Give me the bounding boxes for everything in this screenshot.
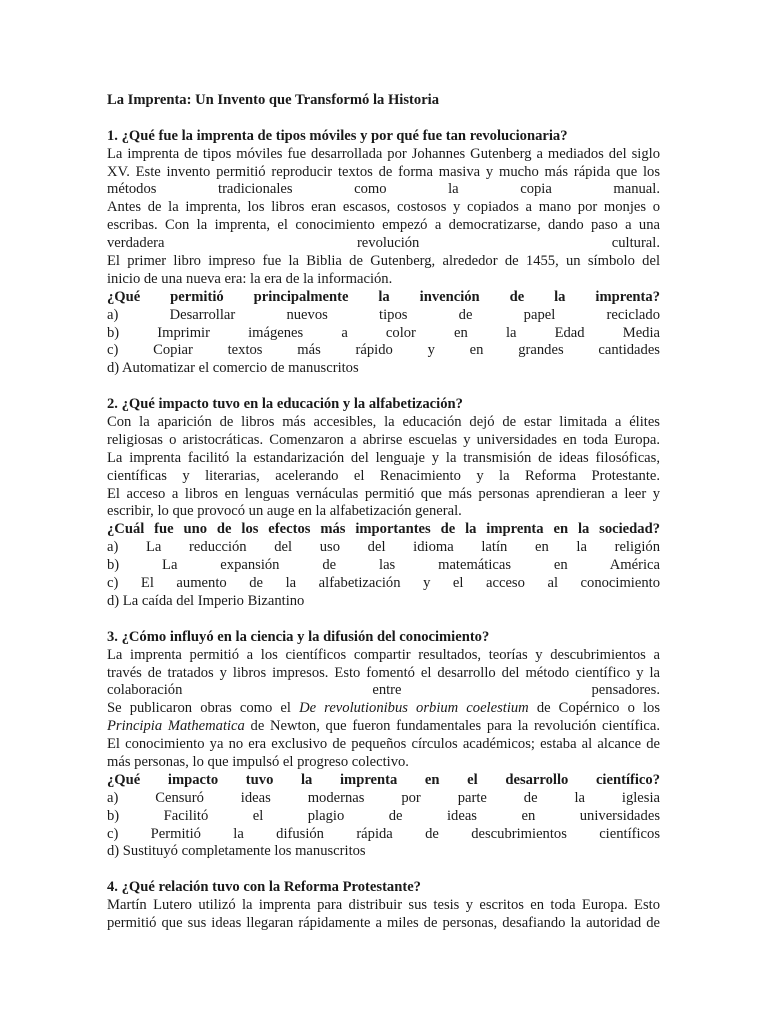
- paragraph-line: través de tratados y libros impresos. Esto fomentó el desarrollo del método científico y la: [107, 664, 660, 681]
- paragraph-line: XV. Este invento permitió reproducir textos de forma masiva y mucho más rápida que los: [107, 163, 660, 180]
- document-page: [107, 92, 660, 933]
- paragraph-line: Con la aparición de libros más accesibles, la educación dejó de estar limitada a élites: [107, 414, 660, 431]
- book-title-copernicus: De revolutionibus orbium coelestium: [299, 700, 529, 717]
- section-3-question: ¿Qué impacto tuvo la imprenta en el desarrollo científico?: [107, 771, 660, 788]
- paragraph-line: [107, 718, 660, 736]
- paragraph-line: La imprenta de tipos móviles fue desarrollada por Johannes Gutenberg a mediados del siglo: [107, 145, 660, 162]
- answer-option: a) La reducción del uso del idioma latín en la religión: [107, 539, 660, 556]
- paragraph-line: escribir, lo que provocó un auge en la alfabetización general.: [107, 503, 462, 520]
- answer-option: a) Desarrollar nuevos tipos de papel reciclado: [107, 306, 660, 323]
- paragraph-line: más personas, lo que impulsó el progreso colectivo.: [107, 753, 409, 770]
- section-4-heading: 4. ¿Qué relación tuvo con la Reforma Protestante?: [107, 879, 421, 896]
- paragraph-line: inicio de una nueva era: la era de la información.: [107, 270, 393, 287]
- paragraph-line: permitió que sus ideas llegaran rápidamente a miles de personas, desafiando la autoridad de: [107, 914, 660, 931]
- paragraph-line: colaboración entre pensadores.: [107, 682, 660, 699]
- answer-option: b) Imprimir imágenes a color en la Edad Media: [107, 324, 660, 341]
- paragraph-line: Antes de la imprenta, los libros eran escasos, costosos y copiados a mano por monjes o: [107, 199, 660, 216]
- section-3-heading: 3. ¿Cómo influyó en la ciencia y la difusión del conocimiento?: [107, 628, 490, 645]
- answer-option: d) La caída del Imperio Bizantino: [107, 592, 305, 609]
- paragraph-line: El acceso a libros en lenguas vernáculas permitió que más personas aprendieran a leer y: [107, 485, 660, 502]
- answer-option: c) El aumento de la alfabetización y el acceso al conocimiento: [107, 575, 660, 592]
- book-title-newton: Principia Mathematica: [107, 718, 245, 735]
- paragraph-line: La imprenta permitió a los científicos compartir resultados, teorías y descubrimientos a: [107, 646, 660, 663]
- answer-option: a) Censuró ideas modernas por parte de la iglesia: [107, 789, 660, 806]
- section-2-question: ¿Cuál fue uno de los efectos más importantes de la imprenta en la sociedad?: [107, 521, 660, 538]
- paragraph-line: El conocimiento ya no era exclusivo de pequeños círculos académicos; estaba al alcance de: [107, 736, 660, 753]
- answer-option: d) Sustituyó completamente los manuscritos: [107, 843, 366, 860]
- paragraph-line: escribas. Con la imprenta, el conocimiento empezó a democratizarse, dando paso a una: [107, 217, 660, 234]
- paragraph-line: Martín Lutero utilizó la imprenta para distribuir sus tesis y escritos en toda Europa. Esto: [107, 897, 660, 914]
- answer-option: b) Facilitó el plagio de ideas en universidades: [107, 807, 660, 824]
- answer-option: b) La expansión de las matemáticas en América: [107, 557, 660, 574]
- section-1-heading: 1. ¿Qué fue la imprenta de tipos móviles y por qué fue tan revolucionaria?: [107, 127, 568, 144]
- document-title: La Imprenta: Un Invento que Transformó la Historia: [107, 92, 440, 108]
- text-span: de Newton, que fueron fundamentales para la revolución científica.: [244, 718, 660, 735]
- paragraph-line: El primer libro impreso fue la Biblia de Gutenberg, alrededor de 1455, un símbolo del: [107, 253, 660, 270]
- section-1-question: ¿Qué permitió principalmente la invención de la imprenta?: [107, 288, 660, 305]
- answer-option: c) Copiar textos más rápido y en grandes cantidades: [107, 342, 660, 359]
- text-span: de Copérnico o los: [528, 700, 660, 717]
- paragraph-line: [107, 700, 660, 718]
- paragraph-line: verdadera revolución cultural.: [107, 235, 660, 252]
- section-2-heading: 2. ¿Qué impacto tuvo en la educación y la alfabetización?: [107, 396, 463, 413]
- paragraph-line: métodos tradicionales como la copia manual.: [107, 181, 660, 198]
- paragraph-line: científicas y literarias, acelerando el Renacimiento y la Reforma Protestante.: [107, 467, 660, 484]
- paragraph-line: religiosas o aristocráticas. Comenzaron a abrirse escuelas y universidades en toda Europa.: [107, 431, 660, 448]
- answer-option: d) Automatizar el comercio de manuscritos: [107, 360, 359, 377]
- paragraph-line: La imprenta facilitó la estandarización del lenguaje y la transmisión de ideas filosóficas,: [107, 449, 660, 466]
- answer-option: c) Permitió la difusión rápida de descubrimientos científicos: [107, 825, 660, 842]
- text-span: Se publicaron obras como el: [107, 700, 300, 717]
